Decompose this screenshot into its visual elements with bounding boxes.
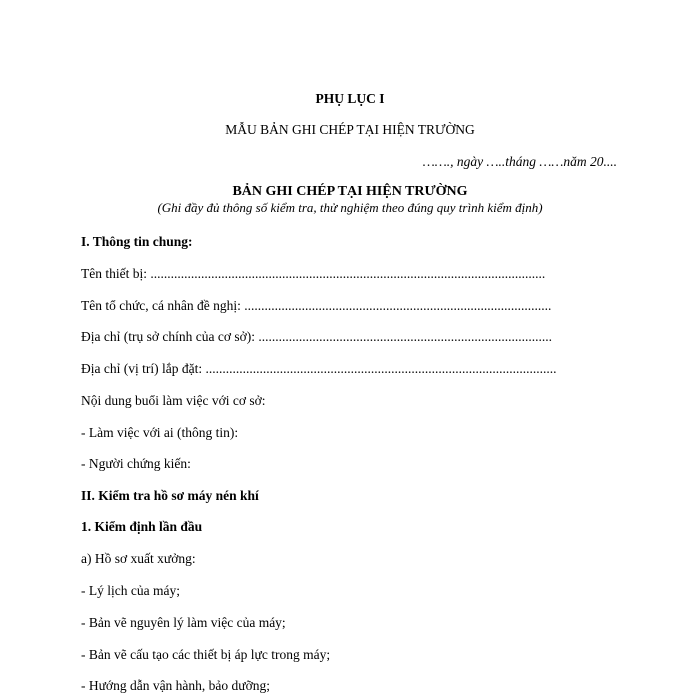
section2-subheading: 1. Kiểm định lần đầu bbox=[81, 519, 203, 534]
list-item: - Lý lịch của máy; bbox=[81, 583, 180, 598]
section2-heading: II. Kiểm tra hồ sơ máy nén khí bbox=[81, 488, 259, 503]
field-organization: Tên tổ chức, cá nhân đề nghị: ........................................................................................... bbox=[81, 298, 552, 313]
record-subtitle: (Ghi đầy đủ thông số kiểm tra, thử nghiệm theo đúng quy trình kiểm định) bbox=[157, 200, 543, 215]
field-head-office-address: Địa chỉ (trụ sở chính của cơ sở): ....................................................................................... bbox=[81, 329, 552, 344]
list-item: - Hướng dẫn vận hành, bảo dưỡng; bbox=[81, 678, 270, 693]
form-name: MẪU BẢN GHI CHÉP TẠI HIỆN TRƯỜNG bbox=[225, 122, 475, 137]
field-installation-address: Địa chỉ (vị trí) lắp đặt: ........................................................................................................ bbox=[81, 361, 557, 376]
date-line: ……., ngày …..tháng ……năm 20.... bbox=[422, 154, 617, 169]
field-device-name: Tên thiết bị: ..................................................................................................................... bbox=[81, 266, 546, 281]
meeting-content: Nội dung buổi làm việc với cơ sở: bbox=[81, 393, 266, 408]
section1-heading: I. Thông tin chung: bbox=[81, 234, 193, 249]
record-title: BẢN GHI CHÉP TẠI HIỆN TRƯỜNG bbox=[232, 184, 468, 199]
item-a: a) Hồ sơ xuất xưởng: bbox=[81, 551, 196, 566]
worked-with: - Làm việc với ai (thông tin): bbox=[81, 425, 239, 440]
appendix-title: PHỤ LỤC I bbox=[315, 91, 385, 106]
witness: - Người chứng kiến: bbox=[81, 456, 191, 471]
list-item: - Bản vẽ nguyên lý làm việc của máy; bbox=[81, 615, 286, 630]
list-item: - Bản vẽ cấu tạo các thiết bị áp lực trong máy; bbox=[81, 647, 331, 662]
